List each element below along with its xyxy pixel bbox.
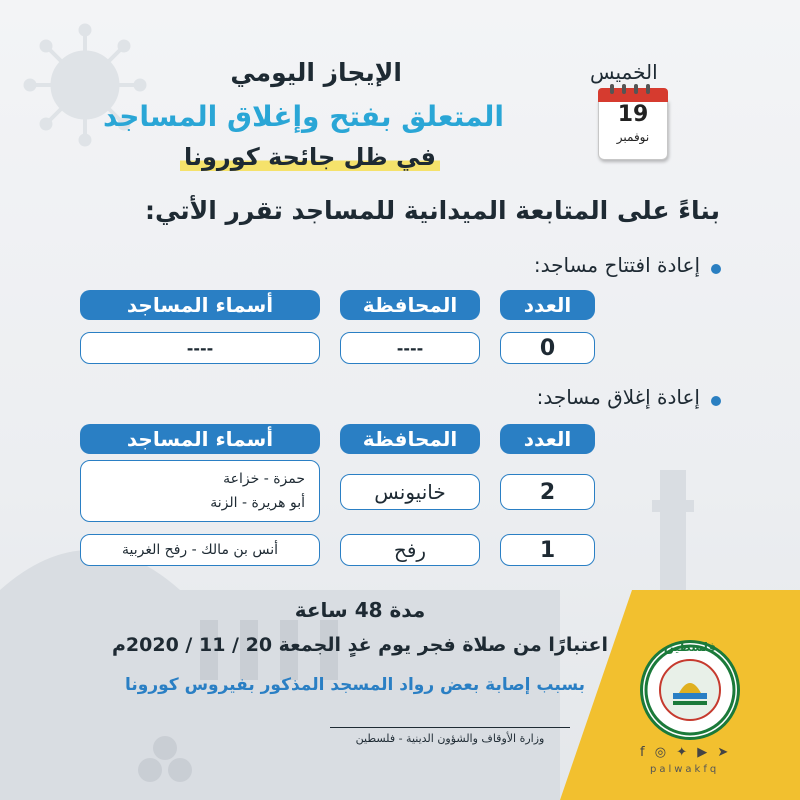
divider bbox=[330, 727, 570, 728]
reopen-heading: إعادة افتتاح مساجد: bbox=[533, 253, 700, 277]
emblem-label: فلسطين bbox=[663, 640, 717, 654]
instagram-icon[interactable]: ◎ bbox=[654, 745, 670, 760]
facebook-icon[interactable]: f bbox=[640, 745, 648, 760]
reopen-header-governorate: المحافظة bbox=[340, 290, 480, 320]
reopen-cell-governorate: ---- bbox=[340, 332, 480, 364]
social-icons bbox=[640, 745, 731, 760]
intro-text: بناءً على المتابعة الميدانية للمساجد تقرر الأتي: bbox=[144, 196, 720, 225]
social-handle: palwakfq bbox=[650, 764, 720, 775]
calendar-icon bbox=[598, 88, 668, 160]
bullet-icon bbox=[711, 396, 721, 406]
mosque-names-line: أبو هريرة - الزنة bbox=[210, 495, 305, 511]
close-heading: إعادة إغلاق مساجد: bbox=[536, 385, 700, 409]
youtube-icon[interactable]: ▶ bbox=[697, 745, 711, 760]
telegram-icon[interactable]: ➤ bbox=[717, 745, 732, 760]
ministry-text: وزارة الأوقاف والشؤون الدينية - فلسطين bbox=[355, 732, 545, 745]
logo-seal-icon bbox=[643, 643, 737, 737]
close-row1-mosques bbox=[80, 460, 320, 522]
reopen-cell-count: 0 bbox=[500, 332, 595, 364]
close-row2-governorate: رفح bbox=[340, 534, 480, 566]
close-header-governorate: المحافظة bbox=[340, 424, 480, 454]
page-title: الإيجاز اليومي bbox=[230, 58, 402, 87]
start-date-text: اعتبارًا من صلاة فجر يوم غدٍ الجمعة 20 / 11 / 2020م bbox=[111, 634, 609, 656]
mosque-names-line: حمزة - خزاعة bbox=[223, 471, 305, 487]
close-row1-governorate: خانيونس bbox=[340, 474, 480, 510]
page-subtitle-2: في ظل جائحة كورونا bbox=[180, 143, 440, 171]
close-header-mosques: أسماء المساجد bbox=[80, 424, 320, 454]
reason-text: بسبب إصابة بعض رواد المسجد المذكور بفيروس كورونا bbox=[124, 675, 585, 695]
page-subtitle: المتعلق بفتح وإغلاق المساجد bbox=[103, 100, 504, 133]
twitter-icon[interactable]: ✦ bbox=[676, 745, 691, 760]
close-row2-mosques: أنس بن مالك - رفح الغربية bbox=[80, 534, 320, 566]
reopen-cell-mosques: ---- bbox=[80, 332, 320, 364]
calendar-month: نوفمبر bbox=[616, 130, 650, 144]
bullet-icon bbox=[711, 264, 721, 274]
ministry-logo bbox=[640, 640, 740, 740]
reopen-header-mosques: أسماء المساجد bbox=[80, 290, 320, 320]
duration-text: مدة 48 ساعة bbox=[294, 598, 426, 622]
calendar-date: 19 bbox=[617, 102, 649, 127]
calendar-day: الخميس bbox=[590, 60, 658, 84]
close-header-count: العدد bbox=[500, 424, 595, 454]
reopen-header-count: العدد bbox=[500, 290, 595, 320]
close-row2-count: 1 bbox=[500, 534, 595, 566]
close-row1-count: 2 bbox=[500, 474, 595, 510]
